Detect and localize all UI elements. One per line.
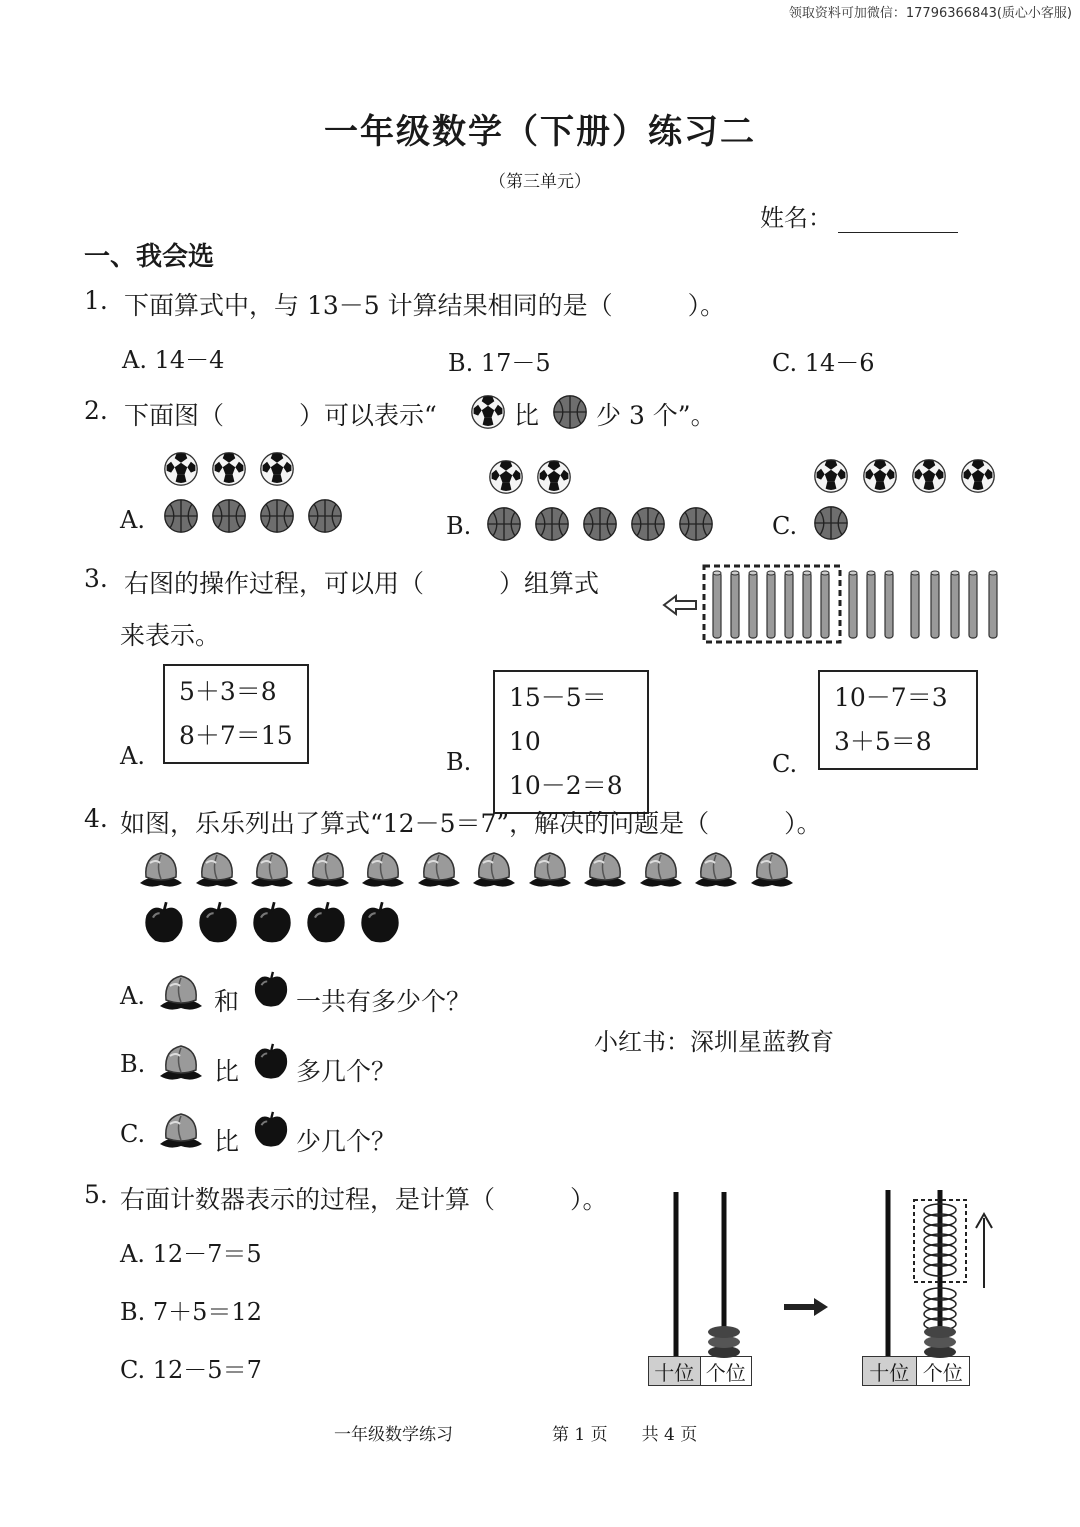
q1-number: 1. [84, 286, 108, 315]
watermark: 领取资料可加微信：17796366843(质心小客服) [788, 6, 1072, 21]
soccer-ball-icon [470, 394, 506, 430]
q3-box-c [818, 670, 978, 770]
q5-option-b[interactable]: B. 7＋5＝12 [120, 1298, 262, 1326]
peach-icon [247, 848, 297, 890]
q3-box-c-line2: 3＋5＝8 [834, 727, 932, 756]
peach-icon [192, 848, 242, 890]
q2-option-b-label[interactable]: B. [446, 512, 472, 540]
basketball-icon [582, 506, 618, 542]
soccer-ball-icon [536, 459, 572, 495]
q5-option-a[interactable]: A. 12－7＝5 [120, 1240, 262, 1268]
page-title: 一年级数学（下册）练习二 [324, 112, 756, 152]
q2-number: 2. [84, 396, 108, 425]
peach-icon [525, 848, 575, 890]
soccer-ball-icon [259, 451, 295, 487]
apple-icon [252, 970, 290, 1008]
q3-option-c-label[interactable]: C. [772, 750, 798, 778]
basketball-icon [307, 498, 343, 534]
peach-icon [303, 848, 353, 890]
q3-text-line2: 来表示。 [120, 621, 221, 650]
basketball-icon [534, 506, 570, 542]
name-blank[interactable] [838, 208, 958, 233]
q4-option-a-end: 一共有多少个？ [296, 987, 472, 1016]
q2-text-part2: 比 [514, 401, 540, 430]
up-arrow-icon [976, 1214, 992, 1288]
unit-subtitle: （第三单元） [489, 172, 591, 192]
q3-text-line1: 右图的操作过程，可以用（ ）组算式 [124, 569, 600, 598]
q4-number: 4. [84, 804, 108, 833]
peach-icon [358, 848, 408, 890]
peach-icon [156, 1042, 206, 1082]
soccer-ball-icon [211, 451, 247, 487]
q3-box-b-line2: 10－2＝8 [509, 771, 623, 800]
peach-icon [580, 848, 630, 890]
peach-icon [747, 848, 797, 890]
basketball-icon [259, 498, 295, 534]
basketball-icon [163, 498, 199, 534]
ones-label: 个位 [705, 1361, 746, 1385]
soccer-ball-icon [960, 458, 996, 494]
q3-box-b-line1: 15－5＝10 [509, 683, 607, 756]
left-arrow-icon [664, 596, 696, 614]
q1-option-a[interactable]: A. 14－4 [122, 346, 225, 374]
q4-option-b-label[interactable]: B. [120, 1050, 146, 1078]
apple-icon [358, 900, 402, 944]
q4-option-c-mid: 比 [214, 1127, 240, 1156]
peach-icon [156, 1110, 206, 1150]
basketball-icon [486, 506, 522, 542]
apple-icon [252, 1042, 290, 1080]
basketball-icon [813, 505, 849, 541]
peach-icon [136, 848, 186, 890]
q3-box-a-line1: 5＋3＝8 [179, 677, 277, 706]
q4-option-a-label[interactable]: A. [120, 982, 145, 1010]
q1-option-b[interactable]: B. 17－5 [448, 349, 551, 377]
apple-icon [196, 900, 240, 944]
q4-option-b-mid: 比 [214, 1057, 240, 1086]
apple-icon [252, 1110, 290, 1148]
q2-text-part3: 少 3 个”。 [596, 401, 716, 430]
abacus-before-labels [648, 1356, 752, 1386]
apple-icon [304, 900, 348, 944]
q3-option-b-label[interactable]: B. [446, 748, 472, 776]
right-arrow-icon [784, 1298, 830, 1316]
xiaohongshu-watermark: 小红书：深圳星蓝教育 [594, 1028, 834, 1056]
peach-icon [414, 848, 464, 890]
name-label: 姓名： [760, 204, 832, 232]
q5-number: 5. [84, 1180, 108, 1209]
section-heading: 一、我会选 [84, 242, 215, 272]
q1-option-c[interactable]: C. 14－6 [772, 349, 875, 377]
q1-text: 下面算式中，与 13－5 计算结果相同的是（ ）。 [124, 291, 726, 320]
q3-option-a-label[interactable]: A. [120, 742, 145, 770]
q4-option-c-label[interactable]: C. [120, 1120, 146, 1148]
q3-box-a [163, 664, 309, 764]
peach-icon [636, 848, 686, 890]
peach-icon [156, 972, 206, 1012]
soccer-ball-icon [163, 451, 199, 487]
basketball-icon [552, 394, 588, 430]
soccer-ball-icon [813, 458, 849, 494]
q4-option-c-end: 少几个？ [296, 1127, 397, 1156]
q2-option-a-label[interactable]: A. [120, 506, 145, 534]
tens-label: 十位 [863, 1357, 917, 1385]
soccer-ball-icon [911, 458, 947, 494]
q3-number: 3. [84, 564, 108, 593]
q4-text: 如图，乐乐列出了算式“12－5＝7”，解决的问题是（ ）。 [120, 809, 822, 838]
sticks-figure [660, 560, 1030, 650]
q4-option-a-mid: 和 [214, 987, 240, 1016]
q2-text-part1: 下面图（ ）可以表示“ [124, 401, 437, 430]
q3-box-b [493, 670, 649, 814]
peach-icon [469, 848, 519, 890]
abacus-after-labels [862, 1356, 970, 1386]
basketball-icon [211, 498, 247, 534]
soccer-ball-icon [862, 458, 898, 494]
apple-icon [142, 900, 186, 944]
q2-option-c-label[interactable]: C. [772, 512, 798, 540]
basketball-icon [630, 506, 666, 542]
ones-label: 个位 [922, 1361, 963, 1385]
q5-text: 右面计数器表示的过程，是计算（ ）。 [120, 1185, 608, 1214]
footer-page-number: 第 1 页 共 4 页 [552, 1425, 698, 1445]
tens-label: 十位 [649, 1357, 701, 1385]
q5-option-c[interactable]: C. 12－5＝7 [120, 1356, 262, 1384]
name-field [760, 198, 958, 233]
footer-title: 一年级数学练习 [334, 1425, 453, 1445]
q3-box-a-line2: 8＋7＝15 [179, 721, 293, 750]
q4-option-b-end: 多几个？ [296, 1057, 397, 1086]
basketball-icon [678, 506, 714, 542]
apple-icon [250, 900, 294, 944]
peach-icon [691, 848, 741, 890]
soccer-ball-icon [488, 459, 524, 495]
q3-box-c-line1: 10－7＝3 [834, 683, 948, 712]
